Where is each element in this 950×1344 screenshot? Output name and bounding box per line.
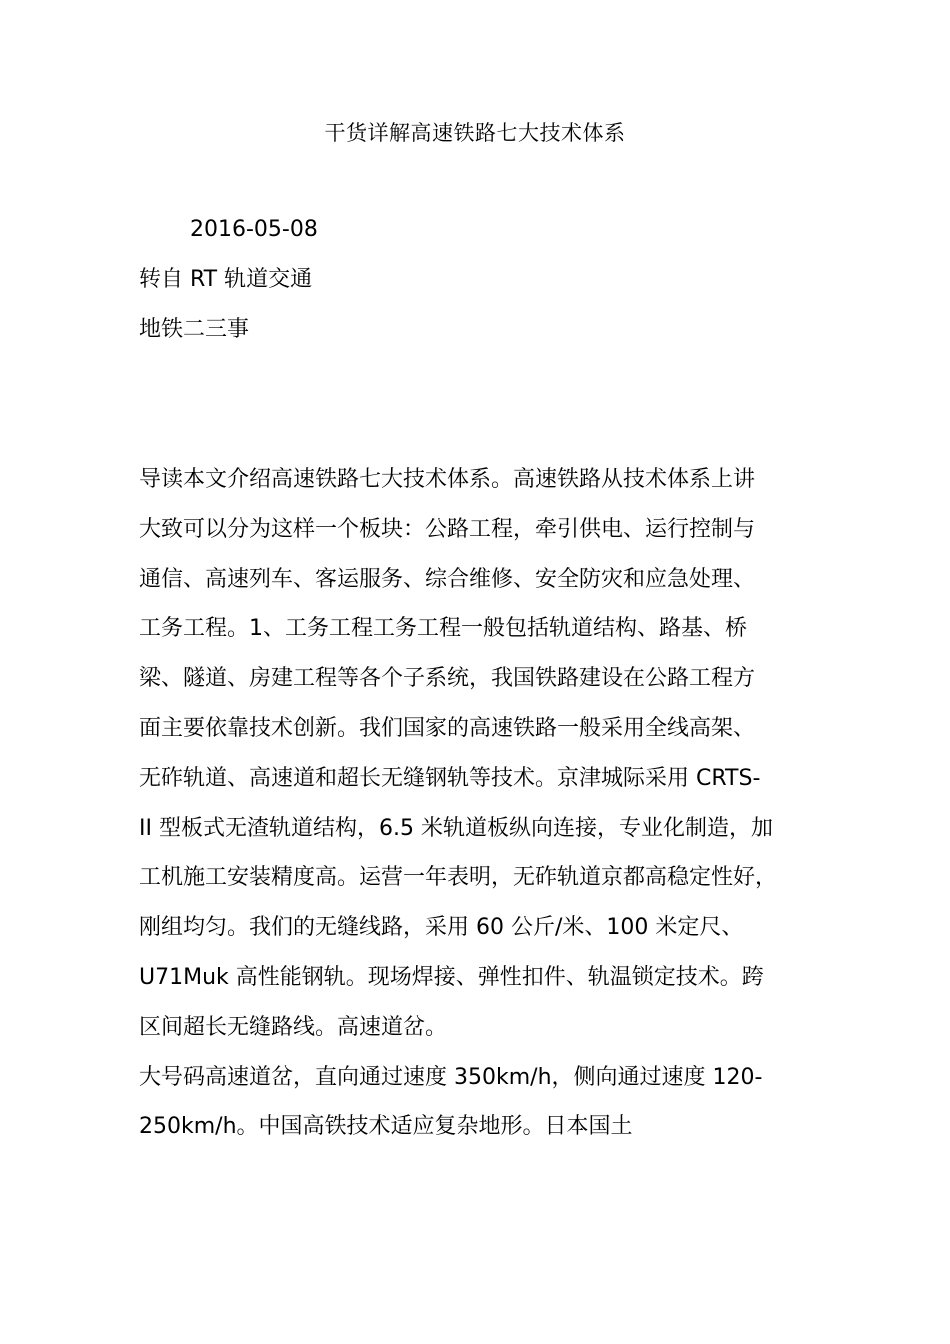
body-line: 工机施工安装精度高。运营一年表明，无砟轨道京都高稳定性好， [139, 865, 778, 891]
body-line: 工务工程。1、工务工程工务工程一般包括轨道结构、路基、桥 [139, 616, 747, 642]
article-body [139, 455, 809, 1152]
body-line: 面主要依靠技术创新。我们国家的高速铁路一般采用全线高架、 [139, 715, 756, 741]
body-line: 大号码高速道岔，直向通过速度 350km/h，侧向通过速度 120- [139, 1064, 763, 1090]
publish-date: 2016-05-08 [190, 217, 318, 242]
body-line: 大致可以分为这样一个板块：公路工程，牵引供电、运行控制与 [139, 516, 756, 542]
author-line: 地铁二三事 [139, 317, 250, 342]
body-line: 刚组均匀。我们的无缝线路，采用 60 公斤/米、100 米定尺、 [139, 915, 744, 941]
body-line: 通信、高速列车、客运服务、综合维修、安全防灾和应急处理、 [139, 566, 756, 592]
body-line: 梁、隧道、房建工程等各个子系统，我国铁路建设在公路工程方 [139, 666, 756, 692]
source-line: 转自 RT 轨道交通 [139, 267, 313, 292]
body-line: 导读本文介绍高速铁路七大技术体系。高速铁路从技术体系上讲 [139, 467, 756, 492]
body-line: 250km/h。中国高铁技术适应复杂地形。日本国土 [139, 1114, 633, 1140]
body-line: 无砟轨道、高速道和超长无缝钢轨等技术。京津城际采用 CRTS- [139, 765, 761, 791]
body-line: 区间超长无缝路线。高速道岔。 [139, 1014, 448, 1040]
body-line: II 型板式无渣轨道结构，6.5 米轨道板纵向连接，专业化制造，加 [139, 815, 773, 841]
document-title: 干货详解高速铁路七大技术体系 [324, 121, 626, 145]
body-line: U71Muk 高性能钢轨。现场焊接、弹性扣件、轨温锁定技术。跨 [139, 964, 764, 990]
